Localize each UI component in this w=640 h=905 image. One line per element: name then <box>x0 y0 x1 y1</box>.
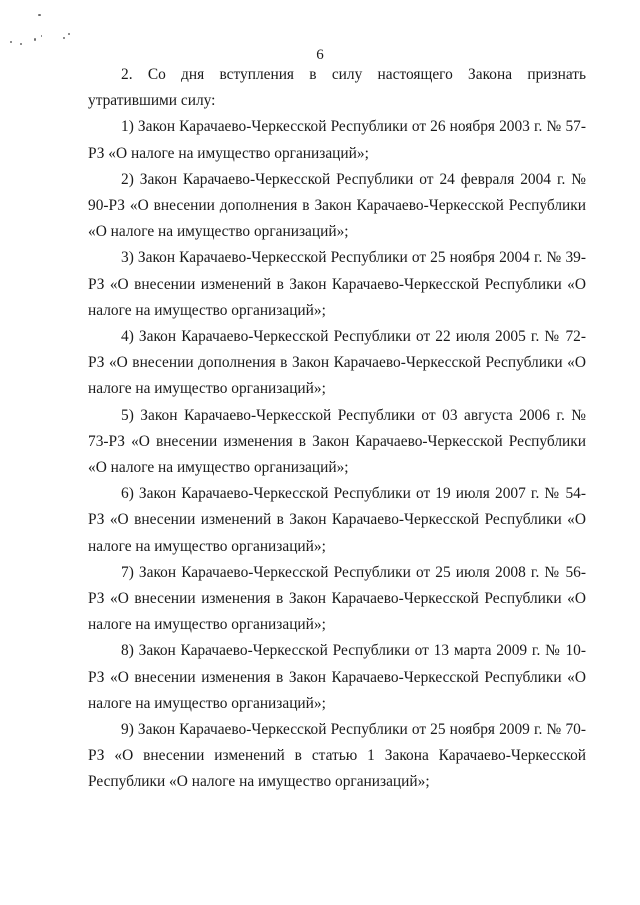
scan-speck <box>41 35 42 37</box>
repealed-laws-list <box>88 114 586 795</box>
scan-speck <box>38 14 41 16</box>
scan-speck <box>63 37 65 39</box>
scan-speck <box>68 33 70 35</box>
scan-speck <box>20 43 22 45</box>
list-item: 8) Закон Карачаево-Черкесской Республики от 13 марта 2009 г. № 10-РЗ «О внесении изменения в Закон Карачаево-Черкесской Республики «О налоге на имущество организаций»; <box>88 642 586 712</box>
list-item: 4) Закон Карачаево-Черкесской Республики от 22 июля 2005 г. № 72-РЗ «О внесении дополнения в Закон Карачаево-Черкесской Республики «О налоге на имущество организаций»; <box>88 328 586 398</box>
list-item: 6) Закон Карачаево-Черкесской Республики от 19 июля 2007 г. № 54-РЗ «О внесении изменений в Закон Карачаево-Черкесской Республики «О налоге на имущество организаций»; <box>88 485 586 555</box>
intro-paragraph: 2. Со дня вступления в силу настоящего Закона признать утратившими силу: <box>88 66 586 110</box>
list-item: 7) Закон Карачаево-Черкесской Республики от 25 июля 2008 г. № 56-РЗ «О внесении изменения в Закон Карачаево-Черкесской Республики «О налоге на имущество организаций»; <box>88 563 586 634</box>
list-item: 9) Закон Карачаево-Черкесской Республики от 25 ноября 2009 г. № 70-РЗ «О внесении изменений в статью 1 Закона Карачаево-Черкесской Республики «О налоге на имущество организаций»; <box>88 721 586 791</box>
list-item: 1) Закон Карачаево-Черкесской Республики от 26 ноября 2003 г. № 57-РЗ «О налоге на имущество организаций»; <box>88 118 586 162</box>
list-item: 5) Закон Карачаево-Черкесской Республики от 03 августа 2006 г. № 73-РЗ «О внесении изменения в Закон Карачаево-Черкесской Республики «О налоге на имущество организаций»; <box>88 406 586 477</box>
page-number: 6 <box>316 47 324 63</box>
document-body <box>88 62 586 796</box>
scan-speck <box>34 38 36 41</box>
scan-speck <box>10 41 12 43</box>
list-item: 3) Закон Карачаево-Черкесской Республики от 25 ноября 2004 г. № 39-РЗ «О внесении изменений в Закон Карачаево-Черкесской Республики «О налоге на имущество организаций»; <box>88 249 586 319</box>
list-item: 2) Закон Карачаево-Черкесской Республики от 24 февраля 2004 г. № 90-РЗ «О внесении дополнения в Закон Карачаево-Черкесской Республики «О налоге на имущество организаций»; <box>88 170 586 241</box>
